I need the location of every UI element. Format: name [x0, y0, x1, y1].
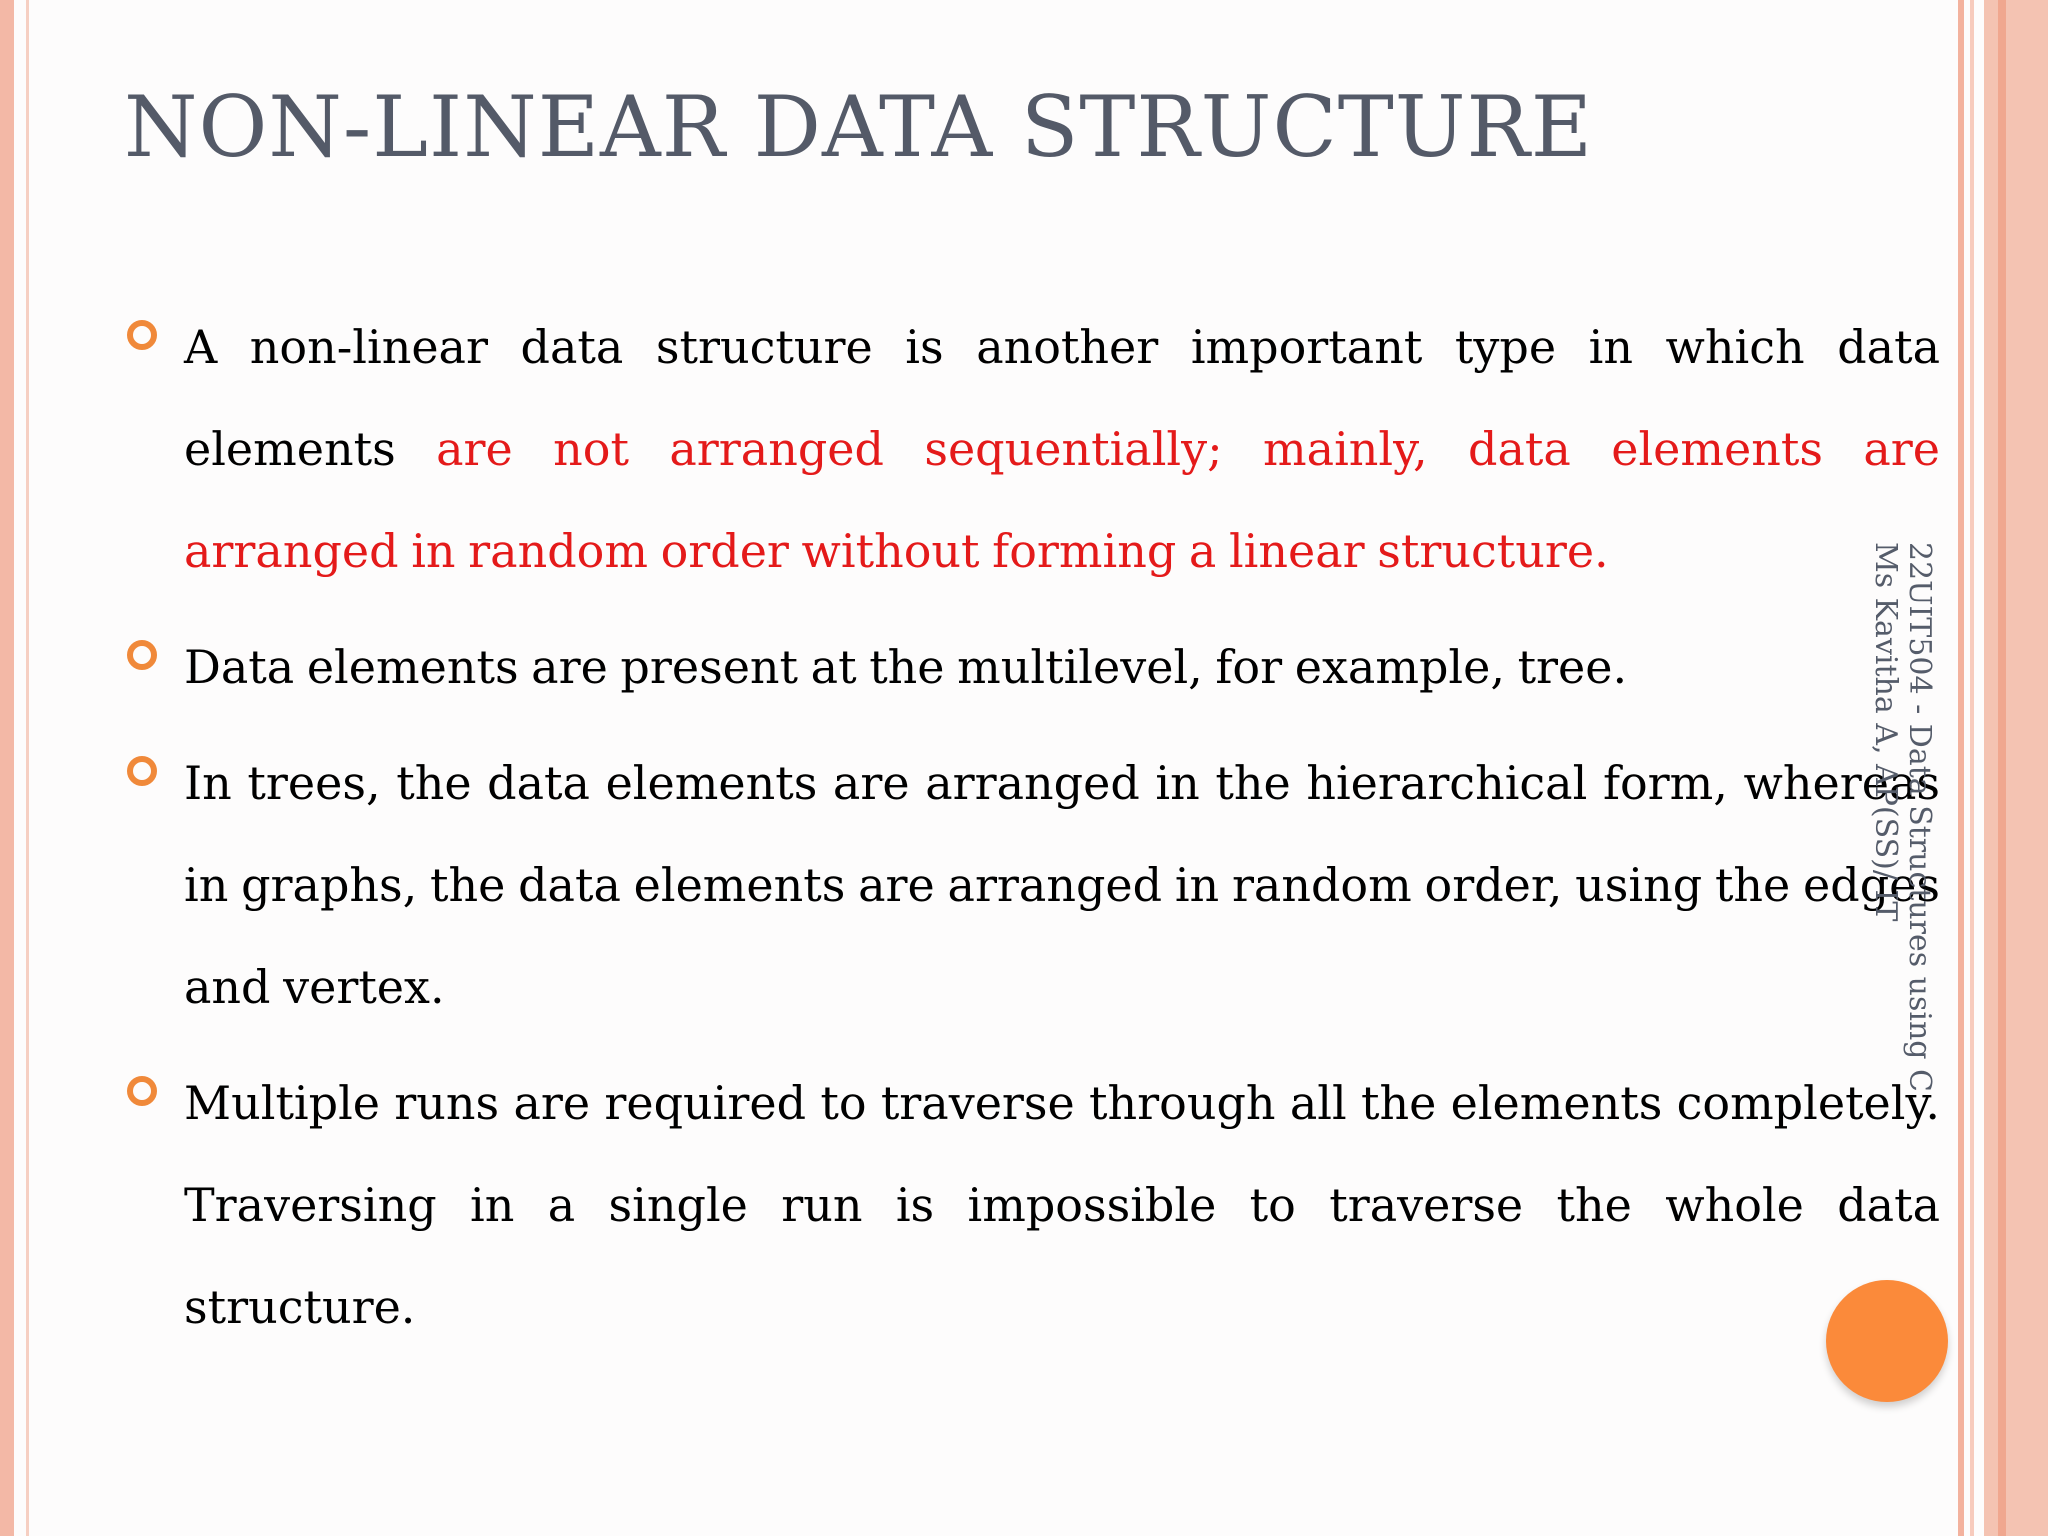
slide-footer [1816, 542, 1936, 1242]
bullet-item [124, 296, 1940, 602]
decorative-circle [1826, 1280, 1948, 1402]
bullet-text: Multiple runs are required to traverse through all the elements completely. Traversing in a single run is impossible to traverse the whole data structure. [184, 1076, 1940, 1334]
right-border-bars [1958, 0, 2048, 1536]
bullet-circle-icon [127, 640, 157, 670]
bullet-list [124, 296, 1940, 1372]
left-border-stripe [0, 0, 14, 1536]
bullet-circle-icon [127, 1076, 157, 1106]
bullet-circle-icon [127, 320, 157, 350]
bullet-text: In trees, the data elements are arranged in the hierarchical form, whereas in graphs, the data elements are arranged in random order, using the edges and vertex. [184, 756, 1940, 1014]
bullet-text: A non-linear data structure is another important type in which data elements [184, 320, 1940, 476]
bullet-circle-icon [127, 756, 157, 786]
footer-author: Ms Kavitha A, AP(SS)/ IT [1868, 542, 1903, 922]
bullet-text: Data elements are present at the multilevel, for example, tree. [184, 640, 1628, 694]
bullet-item [124, 616, 1940, 718]
left-border-line [26, 0, 29, 1536]
slide-title: NON-LINEAR DATA STRUCTURE [124, 78, 1594, 176]
bullet-highlight-text: are not arranged sequentially; mainly, data elements are arranged in random order without forming a linear structure. [184, 422, 1940, 578]
bullet-item [124, 1052, 1940, 1358]
footer-course: 22UIT504 - Data Structures using C [1902, 542, 1937, 1093]
bullet-item [124, 732, 1940, 1038]
